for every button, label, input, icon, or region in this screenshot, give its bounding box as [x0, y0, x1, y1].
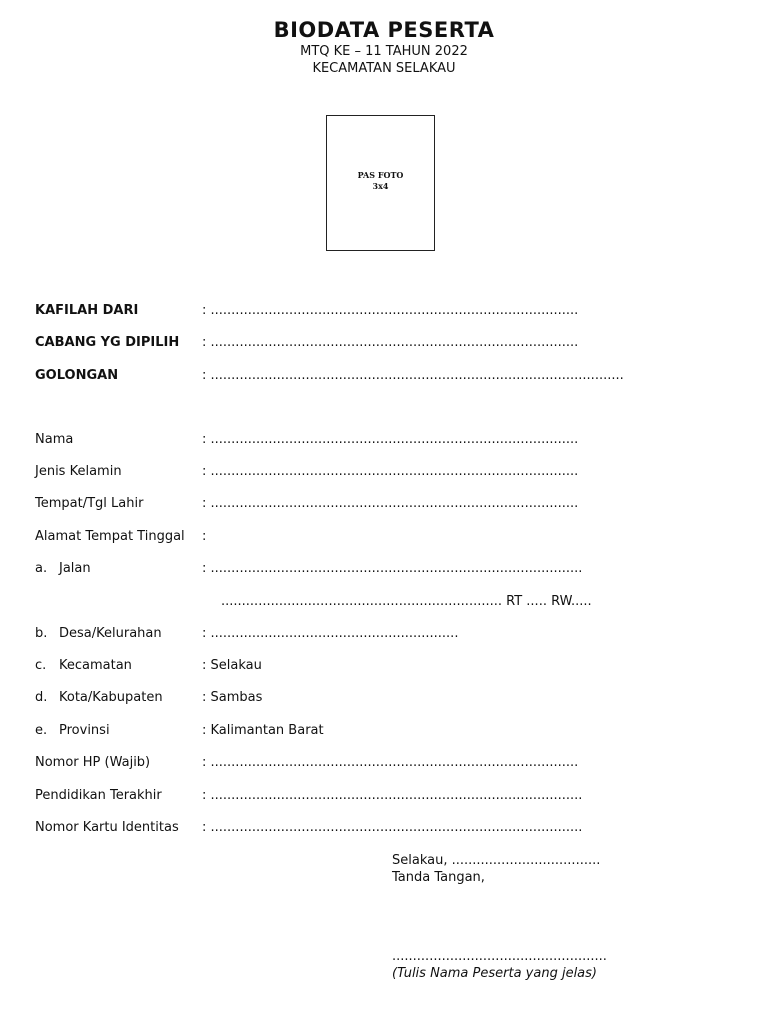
- field-label: Nama: [35, 432, 74, 447]
- field-nomor-hp: [0, 753, 768, 773]
- field-cabang: [0, 333, 768, 353]
- field-label: Alamat Tempat Tinggal: [35, 529, 185, 544]
- field-value: : ....................................................................................................: [202, 368, 624, 383]
- field-kafilah: [0, 301, 768, 321]
- page-subtitle-event: MTQ KE – 11 TAHUN 2022: [300, 44, 468, 59]
- signature-name-line: ....................................................: [392, 949, 607, 964]
- field-jalan: [0, 559, 768, 579]
- field-label: Nomor Kartu Identitas: [35, 820, 179, 835]
- field-value: : .........................................................................................: [202, 496, 579, 511]
- rt-rw-line: .................................................................... RT ..... RW.....: [221, 594, 592, 609]
- field-value: : Selakau: [202, 658, 262, 673]
- field-nama: [0, 430, 768, 450]
- field-label: b. Desa/Kelurahan: [35, 626, 162, 641]
- field-value: : Sambas: [202, 690, 263, 705]
- field-value: : ..........................................................................................: [202, 820, 583, 835]
- field-kota: [0, 688, 768, 708]
- photo-placeholder-box: [326, 115, 435, 251]
- signature-label: Tanda Tangan,: [392, 870, 485, 885]
- field-value: : ..........................................................................................: [202, 788, 583, 803]
- field-rt-rw: [0, 592, 768, 612]
- field-label: c. Kecamatan: [35, 658, 132, 673]
- page-title: BIODATA PESERTA: [273, 18, 495, 42]
- field-value: : .........................................................................................: [202, 335, 579, 350]
- photo-label: PAS FOTO: [357, 170, 404, 180]
- photo-size-label: 3x4: [372, 181, 389, 191]
- field-label: d. Kota/Kabupaten: [35, 690, 163, 705]
- field-label: e. Provinsi: [35, 723, 110, 738]
- field-label: KAFILAH DARI: [35, 303, 139, 318]
- field-value: : .........................................................................................: [202, 755, 579, 770]
- field-kecamatan: [0, 656, 768, 676]
- signature-name-note: (Tulis Nama Peserta yang jelas): [392, 966, 597, 981]
- field-label: a. Jalan: [35, 561, 91, 576]
- field-value: :: [202, 529, 207, 544]
- field-kartu-identitas: [0, 818, 768, 838]
- field-pendidikan: [0, 786, 768, 806]
- field-desa: [0, 624, 768, 644]
- field-label: Pendidikan Terakhir: [35, 788, 162, 803]
- field-label: CABANG YG DIPILIH: [35, 335, 180, 350]
- field-value: : ..........................................................................................: [202, 561, 583, 576]
- field-value: : .........................................................................................: [202, 464, 579, 479]
- field-value: : ............................................................: [202, 626, 459, 641]
- page-subtitle-district: KECAMATAN SELAKAU: [312, 61, 456, 76]
- field-label: Jenis Kelamin: [35, 464, 122, 479]
- field-label: Tempat/Tgl Lahir: [35, 496, 144, 511]
- field-value: : .........................................................................................: [202, 432, 579, 447]
- field-value: : .........................................................................................: [202, 303, 579, 318]
- field-jenis-kelamin: [0, 462, 768, 482]
- field-label: GOLONGAN: [35, 368, 119, 383]
- field-label: Nomor HP (Wajib): [35, 755, 151, 770]
- signature-place-date: Selakau, ....................................: [392, 853, 601, 868]
- field-tempat-tgl-lahir: [0, 494, 768, 514]
- field-value: : Kalimantan Barat: [202, 723, 324, 738]
- field-provinsi: [0, 721, 768, 741]
- field-golongan: [0, 366, 768, 386]
- field-alamat: [0, 527, 768, 547]
